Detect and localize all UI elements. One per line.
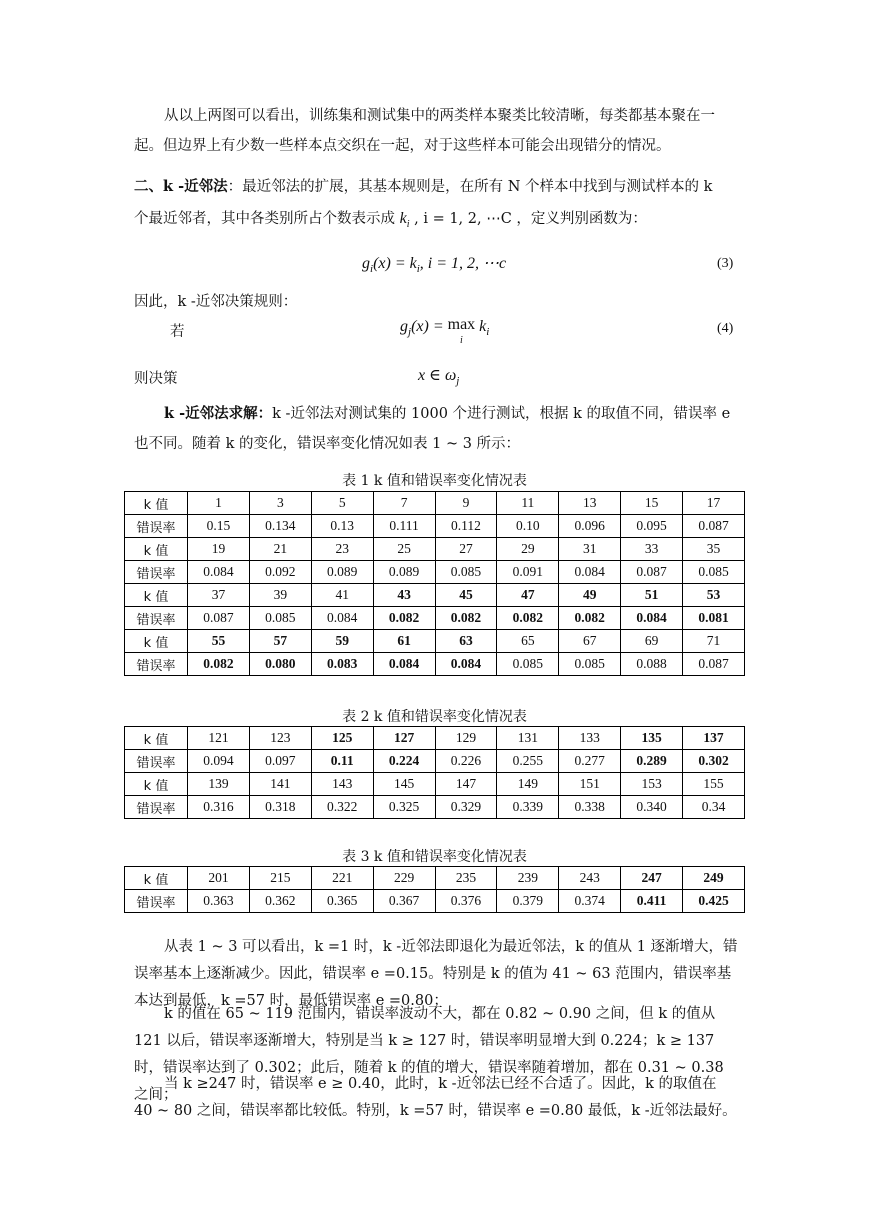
table-cell: 0.094 xyxy=(188,750,250,773)
equation-4-number: (4) xyxy=(717,321,734,336)
row-label: 错误率 xyxy=(125,750,188,773)
table-cell: 71 xyxy=(683,630,745,653)
table-cell: 25 xyxy=(373,538,435,561)
table-cell: 121 xyxy=(188,727,250,750)
table-row xyxy=(125,538,745,561)
table-cell: 0.34 xyxy=(683,796,745,819)
table-cell: 0.085 xyxy=(559,653,621,676)
table-cell: 0.226 xyxy=(435,750,497,773)
table-cell: 69 xyxy=(621,630,683,653)
row-label: k 值 xyxy=(125,867,188,890)
table-cell: 0.087 xyxy=(621,561,683,584)
table-cell: 147 xyxy=(435,773,497,796)
table-cell: 11 xyxy=(497,492,559,515)
table-cell: 0.082 xyxy=(188,653,250,676)
table-cell: 0.082 xyxy=(559,607,621,630)
table-cell: 201 xyxy=(188,867,250,890)
table-cell: 133 xyxy=(559,727,621,750)
table-cell: 247 xyxy=(621,867,683,890)
table-cell: 141 xyxy=(249,773,311,796)
table-cell: 3 xyxy=(249,492,311,515)
table-cell: 57 xyxy=(249,630,311,653)
table-cell: 29 xyxy=(497,538,559,561)
table-row xyxy=(125,796,745,819)
table-cell: 151 xyxy=(559,773,621,796)
row-label: 错误率 xyxy=(125,890,188,913)
table-cell: 23 xyxy=(311,538,373,561)
table-cell: 143 xyxy=(311,773,373,796)
decide-lead: 则决策 xyxy=(134,371,178,387)
row-label: 错误率 xyxy=(125,607,188,630)
table-cell: 0.081 xyxy=(683,607,745,630)
table-row xyxy=(125,561,745,584)
table-cell: 0.082 xyxy=(497,607,559,630)
table-cell: 59 xyxy=(311,630,373,653)
conclusion-paragraph-2: k 的值在 65 ~ 119 范围内，错误率波动不大，都在 0.82 ~ 0.90 之间，但 k 的值从 121 以后，错误率逐渐增大，特别是当 k ≥ 127 时，错误率明显增大到 0.224；k ≥ 137 时，错误率达到了 0.302；此后，随着 k 的值的增大，错误率随着增加，都在 0.31 ~ 0.38 之间； xyxy=(134,1006,724,1103)
conclusion-paragraph-1: 从表 1 ~ 3 可以看出，k =1 时，k -近邻法即退化为最近邻法，k 的值从 1 逐渐增大，错误率基本上逐渐减少。因此，错误率 e =0.15。特别是 k 的值为 41 ~ 63 范围内，错误率基本达到最低，k =57 时，最低错误率 e =0.80； xyxy=(134,939,738,1009)
table-cell: 235 xyxy=(435,867,497,890)
conclusion-paragraph-3: 当 k ≥247 时，错误率 e ≥ 0.40，此时，k -近邻法已经不合适了。因此，k 的取值在 40 ~ 80 之间，错误率都比较低。特别，k =57 时，错误率 e =0.80 最低，k -近邻法最好。 xyxy=(134,1076,737,1119)
section-line2-text-b: , i = 1, 2, ⋯C ，定义判别函数为： xyxy=(414,211,647,227)
table-cell: 0.289 xyxy=(621,750,683,773)
table-cell: 27 xyxy=(435,538,497,561)
table-cell: 131 xyxy=(497,727,559,750)
table-cell: 0.084 xyxy=(559,561,621,584)
table-cell: 0.329 xyxy=(435,796,497,819)
table-row xyxy=(125,867,745,890)
section-heading: 二、k -近邻法 xyxy=(134,178,228,195)
table-cell: 37 xyxy=(188,584,250,607)
row-label: k 值 xyxy=(125,630,188,653)
table-row xyxy=(125,890,745,913)
table-cell: 215 xyxy=(249,867,311,890)
table-cell: 0.316 xyxy=(188,796,250,819)
table-cell: 0.340 xyxy=(621,796,683,819)
table-cell: 0.089 xyxy=(311,561,373,584)
table-cell: 17 xyxy=(683,492,745,515)
table-cell: 0.362 xyxy=(249,890,311,913)
table-cell: 0.097 xyxy=(249,750,311,773)
table-cell: 0.089 xyxy=(373,561,435,584)
row-label: k 值 xyxy=(125,727,188,750)
table-cell: 129 xyxy=(435,727,497,750)
row-label: 错误率 xyxy=(125,515,188,538)
table-cell: 0.087 xyxy=(683,515,745,538)
table-cell: 0.318 xyxy=(249,796,311,819)
table-cell: 0.083 xyxy=(311,653,373,676)
table-cell: 249 xyxy=(683,867,745,890)
table-cell: 51 xyxy=(621,584,683,607)
table-cell: 0.10 xyxy=(497,515,559,538)
table-cell: 0.325 xyxy=(373,796,435,819)
table-cell: 0.15 xyxy=(188,515,250,538)
table-cell: 145 xyxy=(373,773,435,796)
table-3-caption: 表 3 k 值和错误率变化情况表 xyxy=(342,849,527,865)
row-label: 错误率 xyxy=(125,653,188,676)
table-cell: 229 xyxy=(373,867,435,890)
table-cell: 0.080 xyxy=(249,653,311,676)
table-1 xyxy=(124,491,745,676)
table-cell: 13 xyxy=(559,492,621,515)
table-2 xyxy=(124,726,745,819)
table-2-caption: 表 2 k 值和错误率变化情况表 xyxy=(342,709,527,725)
table-cell: 0.13 xyxy=(311,515,373,538)
table-cell: 127 xyxy=(373,727,435,750)
table-cell: 9 xyxy=(435,492,497,515)
table-cell: 0.112 xyxy=(435,515,497,538)
row-label: k 值 xyxy=(125,538,188,561)
table-cell: 221 xyxy=(311,867,373,890)
table-cell: 0.082 xyxy=(435,607,497,630)
table-cell: 0.411 xyxy=(621,890,683,913)
table-row xyxy=(125,492,745,515)
table-cell: 155 xyxy=(683,773,745,796)
row-label: 错误率 xyxy=(125,796,188,819)
table-cell: 31 xyxy=(559,538,621,561)
table-cell: 35 xyxy=(683,538,745,561)
equation-3-number: (3) xyxy=(717,256,734,271)
table-cell: 33 xyxy=(621,538,683,561)
table-cell: 0.379 xyxy=(497,890,559,913)
table-cell: 0.302 xyxy=(683,750,745,773)
table-cell: 0.085 xyxy=(497,653,559,676)
table-cell: 0.376 xyxy=(435,890,497,913)
section-line2 xyxy=(134,207,647,230)
table-cell: 0.367 xyxy=(373,890,435,913)
table-cell: 153 xyxy=(621,773,683,796)
section-knn xyxy=(134,172,738,202)
table-cell: 5 xyxy=(311,492,373,515)
table-cell: 65 xyxy=(497,630,559,653)
table-cell: 239 xyxy=(497,867,559,890)
table-cell: 55 xyxy=(188,630,250,653)
table-cell: 0.224 xyxy=(373,750,435,773)
table-cell: 135 xyxy=(621,727,683,750)
table-row xyxy=(125,727,745,750)
table-cell: 0.425 xyxy=(683,890,745,913)
table-cell: 0.088 xyxy=(621,653,683,676)
table-cell: 0.111 xyxy=(373,515,435,538)
row-label: k 值 xyxy=(125,492,188,515)
table-cell: 0.084 xyxy=(188,561,250,584)
table-cell: 67 xyxy=(559,630,621,653)
table-cell: 0.363 xyxy=(188,890,250,913)
table-cell: 0.365 xyxy=(311,890,373,913)
table-cell: 19 xyxy=(188,538,250,561)
section-line1: ：最近邻法的扩展，其基本规则是，在所有 N 个样本中找到与测试样本的 k xyxy=(227,179,713,195)
intro-paragraph: 从以上两图可以看出，训练集和测试集中的两类样本聚类比较清晰，每类都基本聚在一起。但边界上有少数一些样本点交织在一起，对于这些样本可能会出现错分的情况。 xyxy=(134,108,715,154)
table-1-caption: 表 1 k 值和错误率变化情况表 xyxy=(342,473,527,489)
table-cell: 125 xyxy=(311,727,373,750)
table-cell: 49 xyxy=(559,584,621,607)
table-cell: 15 xyxy=(621,492,683,515)
table-cell: 41 xyxy=(311,584,373,607)
solve-paragraph xyxy=(134,399,738,459)
table-cell: 0.095 xyxy=(621,515,683,538)
table-row xyxy=(125,607,745,630)
table-cell: 0.087 xyxy=(188,607,250,630)
table-cell: 0.339 xyxy=(497,796,559,819)
table-cell: 63 xyxy=(435,630,497,653)
table-cell: 0.091 xyxy=(497,561,559,584)
solve-heading: k -近邻法求解： xyxy=(164,405,273,422)
section-line2-text: 个最近邻者，其中各类别所占个数表示成 xyxy=(134,211,395,227)
row-label: 错误率 xyxy=(125,561,188,584)
table-3 xyxy=(124,866,745,913)
table-cell: 149 xyxy=(497,773,559,796)
table-cell: 0.11 xyxy=(311,750,373,773)
table-row xyxy=(125,584,745,607)
table-cell: 0.374 xyxy=(559,890,621,913)
table-cell: 0.338 xyxy=(559,796,621,819)
table-row xyxy=(125,773,745,796)
table-cell: 0.085 xyxy=(435,561,497,584)
table-cell: 0.087 xyxy=(683,653,745,676)
table-row xyxy=(125,750,745,773)
table-cell: 53 xyxy=(683,584,745,607)
equation-3: $g_i(x) = k_i$, i = 1, 2, ⋯c xyxy=(362,255,507,276)
table-cell: 139 xyxy=(188,773,250,796)
rule-intro: 因此，k -近邻决策规则： xyxy=(134,294,298,310)
decide-math: x ∈ $\omega_j$ xyxy=(418,367,460,388)
row-label: k 值 xyxy=(125,773,188,796)
table-cell: 0.096 xyxy=(559,515,621,538)
table-cell: 0.084 xyxy=(311,607,373,630)
table-cell: 1 xyxy=(188,492,250,515)
row-label: k 值 xyxy=(125,584,188,607)
table-cell: 0.322 xyxy=(311,796,373,819)
table-cell: 0.082 xyxy=(373,607,435,630)
table-cell: 39 xyxy=(249,584,311,607)
table-cell: 0.084 xyxy=(373,653,435,676)
table-cell: 0.085 xyxy=(249,607,311,630)
table-cell: 61 xyxy=(373,630,435,653)
table-cell: 0.085 xyxy=(683,561,745,584)
table-row xyxy=(125,630,745,653)
eq4-lead: 若 xyxy=(170,324,185,340)
table-cell: 243 xyxy=(559,867,621,890)
table-cell: 0.134 xyxy=(249,515,311,538)
table-cell: 0.092 xyxy=(249,561,311,584)
k-i-math: $k_i$ xyxy=(399,210,410,231)
table-cell: 21 xyxy=(249,538,311,561)
table-cell: 7 xyxy=(373,492,435,515)
table-cell: 123 xyxy=(249,727,311,750)
table-row xyxy=(125,653,745,676)
table-cell: 45 xyxy=(435,584,497,607)
table-cell: 0.277 xyxy=(559,750,621,773)
table-cell: 0.084 xyxy=(621,607,683,630)
table-row xyxy=(125,515,745,538)
table-cell: 47 xyxy=(497,584,559,607)
table-cell: 0.084 xyxy=(435,653,497,676)
table-cell: 43 xyxy=(373,584,435,607)
equation-4: $g_j(x) = \max$ i $k_i$ xyxy=(400,316,490,346)
table-cell: 0.255 xyxy=(497,750,559,773)
table-cell: 137 xyxy=(683,727,745,750)
solve-body: k -近邻法对测试集的 1000 个进行测试，根据 k 的取值不同，错误率 e 也不同。随着 k 的变化，错误率变化情况如表 1 ~ 3 所示： xyxy=(134,406,731,452)
